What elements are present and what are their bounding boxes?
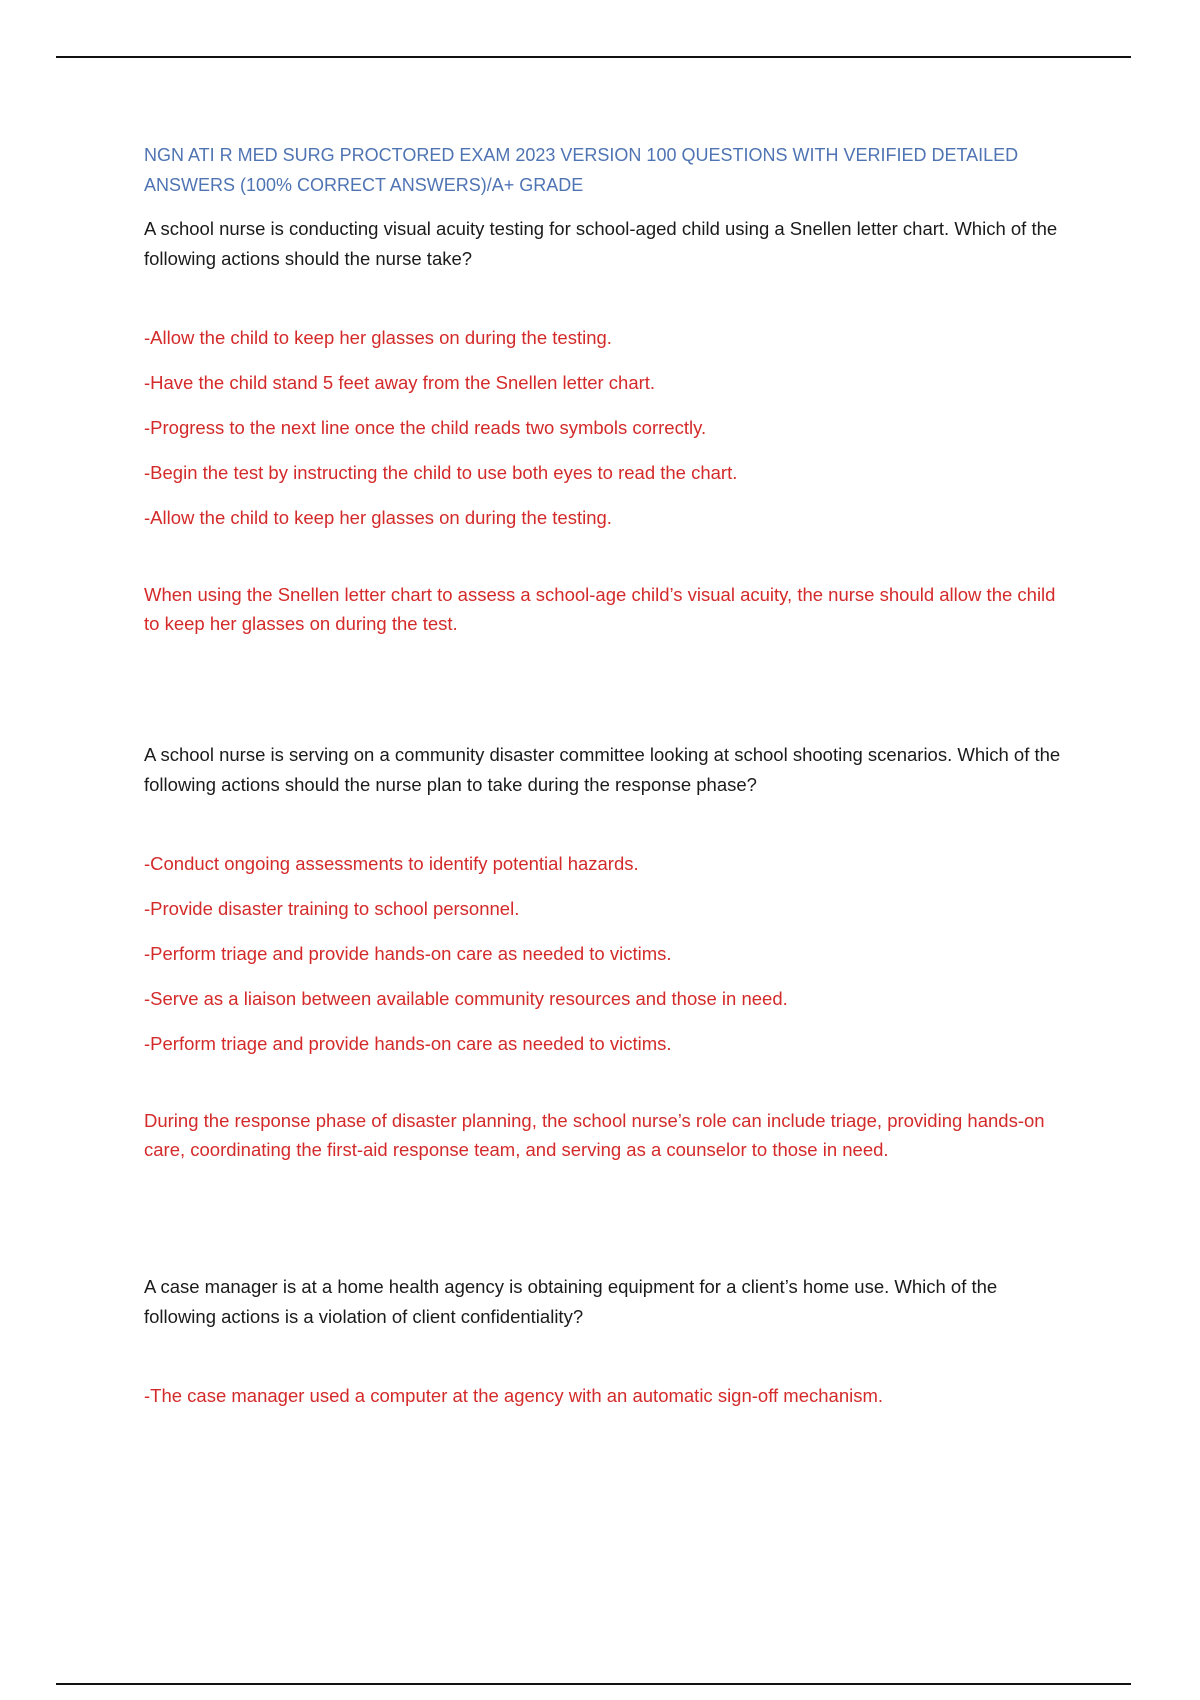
answer-option: -Begin the test by instructing the child to use both eyes to read the chart. (144, 462, 738, 483)
answer-option: -Progress to the next line once the child reads two symbols correctly. (144, 417, 707, 438)
question-text: A case manager is at a home health agency is obtaining equipment for a client’s home use. Which of the following actions is a violation of client confidentiality? (144, 1276, 998, 1327)
answer-option: -Serve as a liaison between available community resources and those in need. (144, 988, 788, 1009)
question-block-2 (144, 740, 1064, 1164)
answer-options (144, 852, 1064, 1056)
document-title: NGN ATI R MED SURG PROCTORED EXAM 2023 VERSION 100 QUESTIONS WITH VERIFIED DETAILED ANSWERS (100% CORRECT ANSWERS)/A+ GRADE (144, 145, 1019, 195)
answer-option: -The case manager used a computer at the agency with an automatic sign-off mechanism. (144, 1385, 884, 1406)
question-text: A school nurse is serving on a community disaster committee looking at school shooting scenarios. Which of the following actions should the nurse plan to take during the response phase? (144, 744, 1061, 795)
answer-option: -Have the child stand 5 feet away from the Snellen letter chart. (144, 372, 656, 393)
question-block-3 (144, 1272, 1064, 1408)
answer-option: -Allow the child to keep her glasses on during the testing. (144, 327, 612, 348)
answer-options (144, 1384, 1064, 1408)
answer-option: -Provide disaster training to school personnel. (144, 898, 520, 919)
answer-options (144, 326, 1064, 530)
question-block-1 (144, 214, 1064, 638)
answer-option: -Conduct ongoing assessments to identify potential hazards. (144, 853, 639, 874)
bottom-rule (56, 1683, 1131, 1685)
answer-option: -Perform triage and provide hands-on care as needed to victims. (144, 943, 672, 964)
top-rule (56, 56, 1131, 58)
answer-option: -Allow the child to keep her glasses on during the testing. (144, 507, 612, 528)
question-text: A school nurse is conducting visual acuity testing for school-aged child using a Snellen letter chart. Which of the following actions should the nurse take? (144, 218, 1058, 269)
answer-rationale: When using the Snellen letter chart to assess a school-age child’s visual acuity, the nurse should allow the child to keep her glasses on during the test. (144, 584, 1056, 634)
answer-rationale: During the response phase of disaster planning, the school nurse’s role can include triage, providing hands-on care, coordinating the first-aid response team, and serving as a counselor to those in need. (144, 1110, 1045, 1160)
answer-option: -Perform triage and provide hands-on care as needed to victims. (144, 1033, 672, 1054)
document-page (144, 140, 1064, 1429)
